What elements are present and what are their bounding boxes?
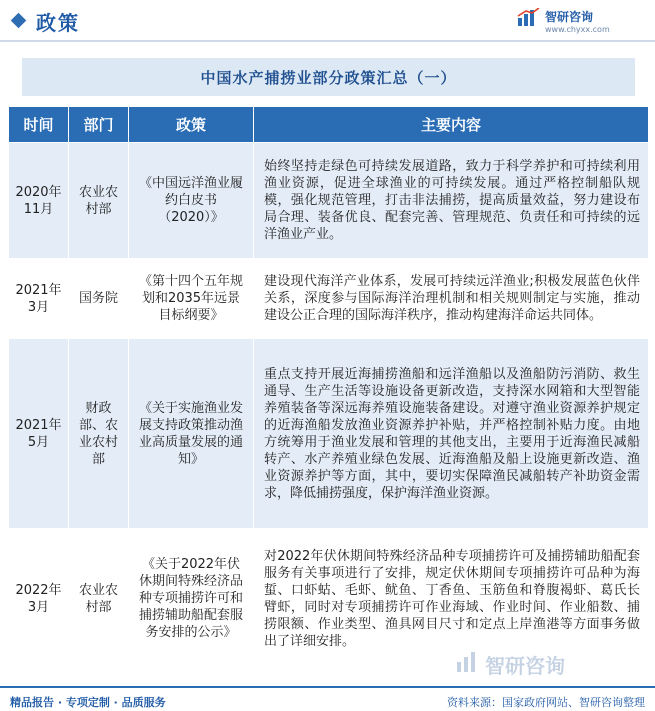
column-header-time: 时间 xyxy=(9,107,69,143)
brand-url: www.chyxx.com xyxy=(545,25,610,34)
watermark-logo-icon xyxy=(455,650,479,674)
table-title: 中国水产捕捞业部分政策汇总（一） xyxy=(22,58,635,96)
policy-table xyxy=(8,106,649,669)
table-row xyxy=(9,143,649,259)
section-title: 政策 xyxy=(36,11,80,35)
watermark xyxy=(455,646,595,678)
cell-time: 2020年11月 xyxy=(9,143,69,259)
cell-time: 2021年3月 xyxy=(9,259,69,339)
brand-logo xyxy=(517,6,647,38)
cell-dept: 农业农村部 xyxy=(69,143,129,259)
cell-policy: 《中国远洋渔业履约白皮书（2020）》 xyxy=(129,143,254,259)
footer-source: 资料来源：国家政府网站、智研咨询整理 xyxy=(447,696,645,709)
header-divider xyxy=(0,40,655,42)
footer-slogan: 精品报告 · 专项定制 · 品质服务 xyxy=(10,696,166,709)
watermark-text: 智研咨询 xyxy=(485,654,565,678)
cell-content: 对2022年伏休期间特殊经济品种专项捕捞许可及捕捞辅助船配套服务有关事项进行了安排，规定伏休期间专项捕捞许可品种为海蜇、口虾蛄、毛虾、鱿鱼、丁香鱼、玉筋鱼和脊腹褐虾、葛氏长臂虾，同时对专项捕捞许可作业海域、作业时间、作业船数、捕捞限额、作业类型、渔具网目尺寸和定点上岸渔港等方面事务做出了详细安排。 xyxy=(254,529,649,669)
cell-content: 建设现代海洋产业体系，发展可持续远洋渔业;积极发展蓝色伙伴关系，深度参与国际海洋治理机制和相关规则制定与实施，推动建设公正合理的国际海洋秩序，推动构建海洋命运共同体。 xyxy=(254,259,649,339)
brand-logo-icon xyxy=(517,8,541,28)
cell-content: 始终坚持走绿色可持续发展道路，致力于科学养护和可持续利用渔业资源，促进全球渔业的可持续发展。通过严格控制船队规模，强化规范管理，打击非法捕捞，提高质量效益，努力建设布局合理、装备优良、配套完善、管理规范、负责任和可持续的远洋渔业产业。 xyxy=(254,143,649,259)
cell-policy: 《关于实施渔业发展支持政策推动渔业高质量发展的通知》 xyxy=(129,339,254,529)
diamond-bullet-icon xyxy=(11,13,27,29)
page-footer xyxy=(0,686,655,711)
cell-policy: 《关于2022年伏休期间特殊经济品种专项捕捞许可和捕捞辅助船配套服务安排的公示》 xyxy=(129,529,254,669)
column-header-dept: 部门 xyxy=(69,107,129,143)
table-header-row xyxy=(9,107,649,143)
cell-dept: 国务院 xyxy=(69,259,129,339)
table-row xyxy=(9,339,649,529)
cell-policy: 《第十四个五年规划和2035年远景目标纲要》 xyxy=(129,259,254,339)
column-header-policy: 政策 xyxy=(129,107,254,143)
cell-time: 2022年3月 xyxy=(9,529,69,669)
cell-time: 2021年5月 xyxy=(9,339,69,529)
cell-dept: 农业农村部 xyxy=(69,529,129,669)
page-header xyxy=(0,0,655,42)
table-row xyxy=(9,259,649,339)
brand-name: 智研咨询 xyxy=(545,10,594,24)
cell-dept: 财政部、农业农村部 xyxy=(69,339,129,529)
column-header-content: 主要内容 xyxy=(254,107,649,143)
cell-content: 重点支持开展近海捕捞渔船和远洋渔船以及渔船防污消防、救生通导、生产生活等设施设备更新改造，支持深水网箱和大型智能养殖装备等深远海养殖设施装备建设。对遵守渔业资源养护规定的近海渔船发放渔业资源养护补贴，并严格控制补贴力度。由地方统筹用于渔业发展和管理的其他支出，主要用于近海渔民减船转产、水产养殖业绿色发展、近海渔船及船上设施更新改造、渔业资源养护等方面，其中，要切实保障渔民减船转产补助资金需求，降低捕捞强度，保护海洋渔业资源。 xyxy=(254,339,649,529)
